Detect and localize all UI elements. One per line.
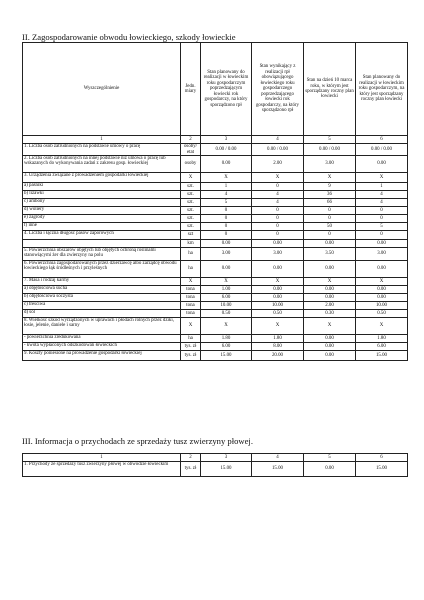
unit-cell: tona [181,286,201,294]
value-cell: 0.00 [304,286,356,294]
row-label: 1. Liczba osób zatrudnionych na podstawie umowy o pracę [23,144,181,156]
row-label: a) paśniki [23,183,181,191]
value-cell: 15.00 [201,351,252,361]
value-cell: 0.00 [356,261,408,278]
value-cell: 1.80 [252,335,304,343]
row-label: 4. Liczba i łączna długość pasów zaporowych [23,231,181,240]
value-cell: 15.00 [201,462,252,477]
revenue-table-body [23,462,408,477]
column-number: 4 [252,136,304,144]
value-cell: 1.00 [201,286,252,294]
row-label: 6. Powierzchnia zagospodarowanych przez dzierżawcę albo zarządcę obwodu łowieckiego łąk śródleśnych i przyleśnych [23,261,181,278]
value-cell: 0.00 [252,240,304,248]
value-cell: 6.00 [356,343,408,351]
value-cell: 1 [201,183,252,191]
value-cell: 0.00 [356,240,408,248]
section-3-heading: III. Informacja o przychodach ze sprzedaży tusz zwierzyny płowej. [22,436,253,446]
header-realized-previous: Stan wynikający z realizacji rpł obowiązującego łowieckiego roku gospodarczego poprzedzającego łowiecki rok gospodarczy, na który sporządzono rpł [252,43,304,136]
value-cell: 1.80 [356,335,408,343]
unit-cell: X [181,278,201,286]
row-label: b) lizawki [23,191,181,199]
table-row [23,286,408,294]
column-number: 6 [356,454,408,462]
row-label: 5. Powierzchnia obszarów objętych lub objętych ochroną roślinami stanowiącymi żer dla zwierzyny na polu [23,248,181,261]
value-cell: X [356,318,408,335]
unit-cell: tys. zł [181,343,201,351]
value-cell: 6.00 [201,294,252,302]
value-cell: 0.00 [201,240,252,248]
value-cell: 4 [252,199,304,207]
value-cell: 0 [252,223,304,231]
value-cell: 4 [356,191,408,199]
value-cell: 0 [252,231,304,240]
value-cell: 0 [356,207,408,215]
value-cell: 0 [201,231,252,240]
row-label: d) sól [23,310,181,318]
unit-cell: szt. [181,183,201,191]
value-cell: 0.30 [304,310,356,318]
value-cell: 0.00 [304,240,356,248]
value-cell: 50 [304,223,356,231]
value-cell: X [304,173,356,183]
row-label: 7. Masa i rodzaj karmy [23,278,181,286]
value-cell: 0.00 [304,462,356,477]
value-cell: X [356,173,408,183]
value-cell: X [252,278,304,286]
unit-cell: km [181,240,201,248]
value-cell: 3.00 [252,248,304,261]
value-cell: 15.00 [356,462,408,477]
table-row [23,261,408,278]
table-row [23,199,408,207]
value-cell: 0 [356,231,408,240]
value-cell: 1 [356,183,408,191]
row-label: - kwota wypłaconych odszkodowań łowieckich [23,343,181,351]
header-planned-previous: Stan planowany do realizacji w łowieckim roku gospodarczym poprzedzającym łowiecki rok gospodarczy, na który sporządzono rpł [201,43,252,136]
table-row [23,335,408,343]
value-cell: 0 [304,215,356,223]
value-cell: X [304,318,356,335]
value-cell: 4 [252,191,304,199]
value-cell: 0.00 [304,294,356,302]
revenue-table [22,453,408,477]
table-row [23,294,408,302]
row-label: a) objętościowa sucha [23,286,181,294]
value-cell: 0 [201,215,252,223]
row-label: 2. Liczba osób zatrudnionych na innej podstawie niż umowa o pracę lub wskazanych do wykonywania zadań z zakresu gosp. łowieckiej [23,156,181,173]
column-number: 1 [23,454,181,462]
row-label [23,240,181,248]
unit-cell: tys. zł [181,462,201,477]
header-unit: Jedn. miary [181,43,201,136]
value-cell: 0.00 / 0.00 [252,144,304,156]
unit-cell: szt. [181,199,201,207]
unit-cell: ha [181,335,201,343]
value-cell: 15.00 [356,351,408,361]
unit-cell: X [181,318,201,335]
row-label: - powierzchnia zredukowana [23,335,181,343]
value-cell: 0.00 [356,156,408,173]
table-row [23,156,408,173]
value-cell: 1.80 [201,335,252,343]
unit-cell: tona [181,302,201,310]
unit-cell: tona [181,294,201,302]
value-cell: X [304,278,356,286]
value-cell: 0 [304,207,356,215]
row-label: 3. Urządzenia związane z prowadzeniem gospodarki łowieckiej [23,173,181,183]
unit-cell: ha [181,261,201,278]
column-number: 3 [201,454,252,462]
value-cell: 3.50 [304,248,356,261]
table-row [23,223,408,231]
header-description: Wyszczególnienie [23,43,181,136]
value-cell: 0.00 [356,294,408,302]
value-cell: 10.00 [356,302,408,310]
table-row [23,351,408,361]
column-number: 6 [356,136,408,144]
value-cell: 0.00 / 0.00 [201,144,252,156]
column-number: 1 [23,136,181,144]
table-row [23,240,408,248]
value-cell: 8.00 [252,343,304,351]
value-cell: 0.00 / 0.00 [356,144,408,156]
header-planned-current: Stan planowany do realizacji w łowieckim roku gospodarczym, na który jest sporządzany roczny plan łowiecki [356,43,408,136]
value-cell: X [356,278,408,286]
column-number: 3 [201,136,252,144]
value-cell: 2.00 [252,156,304,173]
column-number: 4 [252,454,304,462]
unit-cell: szt. [181,207,201,215]
table-row [23,183,408,191]
value-cell: X [201,318,252,335]
value-cell: 0.00 [304,335,356,343]
table-row [23,231,408,240]
row-label: 8. Wielkość szkód wyrządzonych w uprawach i płodach rolnych przez dziki, łosie, jelenie, daniele i sarny [23,318,181,335]
unit-cell: X [181,173,201,183]
value-cell: 0.00 [304,261,356,278]
value-cell: 0.50 [201,310,252,318]
value-cell: 66 [304,199,356,207]
value-cell: 0.50 [356,310,408,318]
value-cell: 0 [252,183,304,191]
section-2-heading: II. Zagospodarowanie obwodu łowieckiego, szkody łowieckie [22,32,236,42]
unit-cell: osoby [181,156,201,173]
table-row [23,278,408,286]
value-cell: 3.00 [304,156,356,173]
value-cell: 2.00 [304,302,356,310]
table-row [23,310,408,318]
table-row [23,318,408,335]
unit-cell: szt. [181,215,201,223]
value-cell: 0.00 [201,261,252,278]
value-cell: 3.00 [201,248,252,261]
table-row [23,302,408,310]
row-label: e) zagrody [23,215,181,223]
value-cell: 0.00 / 0.00 [304,144,356,156]
column-number: 2 [181,454,201,462]
header-row [23,43,408,136]
value-cell: 9 [304,183,356,191]
value-cell: X [201,278,252,286]
table-row [23,173,408,183]
row-label: 9. Koszty poniesione na prowadzenie gospodarki łowieckiej [23,351,181,361]
value-cell: X [201,173,252,183]
table-row [23,343,408,351]
table-row [23,191,408,199]
value-cell: 0.00 [252,261,304,278]
value-cell: 10.00 [252,302,304,310]
value-cell: 3.00 [356,248,408,261]
table-row [23,248,408,261]
value-cell: 4 [201,191,252,199]
value-cell: 0 [252,215,304,223]
unit-cell: osoby/ etat [181,144,201,156]
column-number-row [23,136,408,144]
row-label: c) treściwa [23,302,181,310]
column-number: 5 [304,454,356,462]
value-cell: 0 [304,231,356,240]
value-cell: 0.00 [252,286,304,294]
value-cell: 10.00 [201,302,252,310]
column-number: 2 [181,136,201,144]
table-row [23,207,408,215]
unit-cell: tys. zł [181,351,201,361]
value-cell: 0 [356,215,408,223]
unit-cell: szt. [181,223,201,231]
value-cell: 0.00 [304,343,356,351]
row-label: 1. Przychody ze sprzedaży tusz zwierzyny płowej w obwodzie łowieckim [23,462,181,477]
value-cell: 36 [304,191,356,199]
header-state-march: Stan na dzień 10 marca roku, w którym jest sporządzany roczny plan łowiecki [304,43,356,136]
value-cell: X [252,173,304,183]
value-cell: 0.00 [304,351,356,361]
unit-cell: ha [181,248,201,261]
value-cell: 0 [201,223,252,231]
value-cell: 0.00 [356,286,408,294]
value-cell: 0 [201,207,252,215]
row-label: b) objętościowa soczysta [23,294,181,302]
column-number-row [23,454,408,462]
value-cell: 5 [201,199,252,207]
table-row [23,462,408,477]
value-cell: 0.00 [201,156,252,173]
value-cell: X [252,318,304,335]
unit-cell: szt. [181,191,201,199]
row-label: c) ambony [23,199,181,207]
value-cell: 6.00 [201,343,252,351]
management-table [22,42,408,361]
unit-cell: tona [181,310,201,318]
value-cell: 0.50 [252,310,304,318]
value-cell: 20.00 [252,351,304,361]
value-cell: 0 [252,207,304,215]
table-row [23,144,408,156]
management-table-body [23,144,408,361]
value-cell: 4 [356,199,408,207]
row-label: d) woliery [23,207,181,215]
value-cell: 0.00 [252,294,304,302]
table-row [23,215,408,223]
value-cell: 5 [356,223,408,231]
row-label: f) inne [23,223,181,231]
value-cell: 15.00 [252,462,304,477]
column-number: 5 [304,136,356,144]
unit-cell: szt [181,231,201,240]
